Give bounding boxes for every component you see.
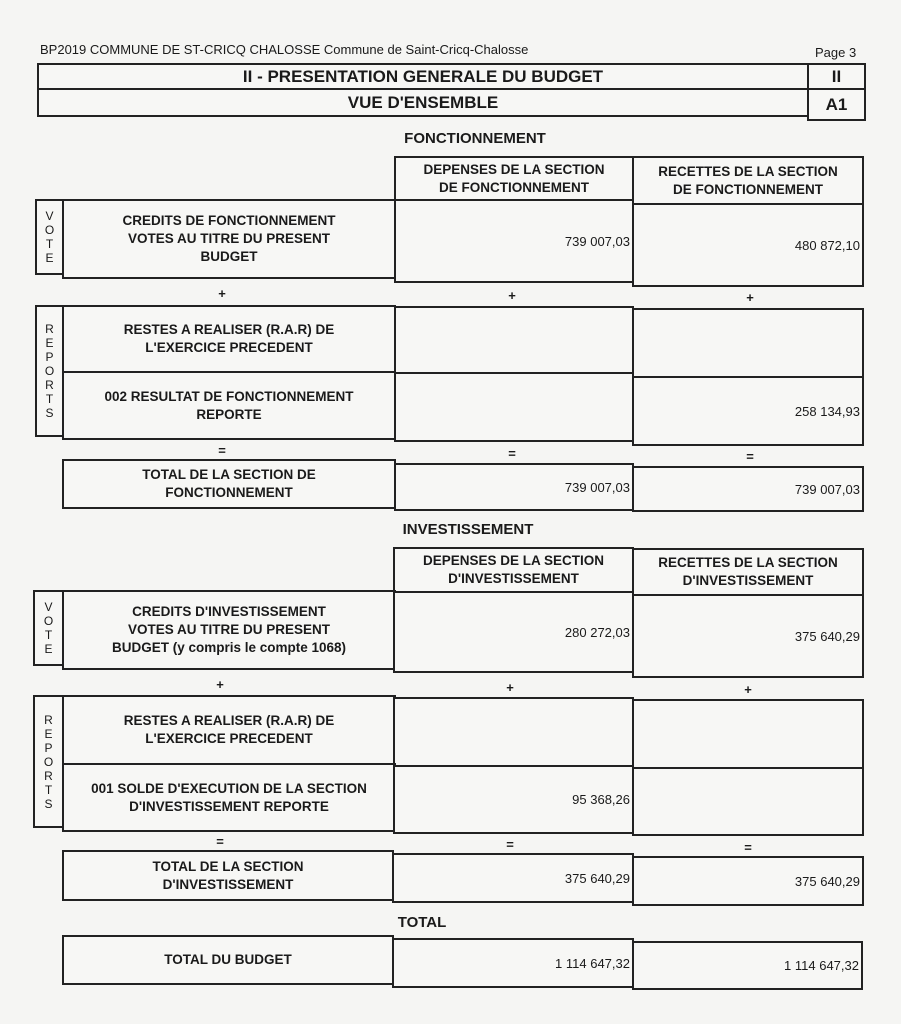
plus-sign: + xyxy=(216,677,224,692)
main-title-code: II xyxy=(807,63,866,90)
equals-sign: = xyxy=(216,834,224,849)
invest-total-depenses: 375 640,29 xyxy=(392,853,634,903)
fonct-total-recettes: 739 007,03 xyxy=(632,466,864,512)
reports-side-label-invest: R E P O R T S xyxy=(33,695,64,828)
equals-sign: = xyxy=(218,443,226,458)
total-budget-depenses: 1 114 647,32 xyxy=(392,938,634,988)
main-title: II - PRESENTATION GENERALE DU BUDGET xyxy=(37,63,809,90)
plus-sign: + xyxy=(508,288,516,303)
fonct-total-label: TOTAL DE LA SECTION DE FONCTIONNEMENT xyxy=(62,459,396,509)
fonct-credits-recettes: 480 872,10 xyxy=(632,203,864,287)
reports-side-label-fonct: R E P O R T S xyxy=(35,305,64,437)
invest-credits-depenses: 280 272,03 xyxy=(393,591,634,673)
plus-sign: + xyxy=(218,286,226,301)
fonct-col-recettes: RECETTES DE LA SECTION DE FONCTIONNEMENT xyxy=(632,156,864,205)
plus-sign: + xyxy=(506,680,514,695)
fonct-report-depenses xyxy=(394,372,634,442)
fonct-rar-label: RESTES A REALISER (R.A.R) DE L'EXERCICE PRECEDENT xyxy=(62,305,396,373)
fonctionnement-heading: FONCTIONNEMENT xyxy=(404,130,546,147)
total-heading: TOTAL xyxy=(397,914,447,931)
equals-sign: = xyxy=(744,840,752,855)
invest-report-label: 001 SOLDE D'EXECUTION DE LA SECTION D'INVESTISSEMENT REPORTE xyxy=(62,763,396,832)
invest-report-recettes xyxy=(632,767,864,836)
plus-sign: + xyxy=(746,290,754,305)
document-header: BP2019 COMMUNE DE ST-CRICQ CHALOSSE Commune de Saint-Cricq-Chalosse xyxy=(40,42,529,57)
equals-sign: = xyxy=(508,446,516,461)
equals-sign: = xyxy=(746,449,754,464)
fonct-credits-label: CREDITS DE FONCTIONNEMENT VOTES AU TITRE DU PRESENT BUDGET xyxy=(62,199,396,279)
total-budget-label: TOTAL DU BUDGET xyxy=(62,935,394,985)
invest-credits-label: CREDITS D'INVESTISSEMENT VOTES AU TITRE DU PRESENT BUDGET (y compris le compte 1068) xyxy=(62,590,396,670)
fonct-rar-depenses xyxy=(394,306,634,374)
fonct-col-depenses: DEPENSES DE LA SECTION DE FONCTIONNEMENT xyxy=(394,156,634,202)
investissement-heading: INVESTISSEMENT xyxy=(402,521,534,538)
page-number: Page 3 xyxy=(815,45,857,60)
vote-side-label-fonct: V O T E xyxy=(35,199,64,275)
fonct-total-depenses: 739 007,03 xyxy=(394,463,634,511)
invest-credits-recettes: 375 640,29 xyxy=(632,594,864,678)
equals-sign: = xyxy=(506,837,514,852)
invest-col-depenses: DEPENSES DE LA SECTION D'INVESTISSEMENT xyxy=(393,547,634,593)
fonct-report-label: 002 RESULTAT DE FONCTIONNEMENT REPORTE xyxy=(62,371,396,440)
invest-rar-recettes xyxy=(632,699,864,769)
subtitle-code: A1 xyxy=(807,88,866,121)
fonct-report-recettes: 258 134,93 xyxy=(632,376,864,446)
invest-total-recettes: 375 640,29 xyxy=(632,856,864,906)
invest-col-recettes: RECETTES DE LA SECTION D'INVESTISSEMENT xyxy=(632,548,864,596)
invest-rar-label: RESTES A REALISER (R.A.R) DE L'EXERCICE PRECEDENT xyxy=(62,695,396,765)
total-budget-recettes: 1 114 647,32 xyxy=(632,941,863,990)
fonct-rar-recettes xyxy=(632,308,864,378)
plus-sign: + xyxy=(744,682,752,697)
vote-side-label-invest: V O T E xyxy=(33,590,64,666)
fonct-credits-depenses: 739 007,03 xyxy=(394,199,634,283)
invest-total-label: TOTAL DE LA SECTION D'INVESTISSEMENT xyxy=(62,850,394,901)
invest-rar-depenses xyxy=(393,697,634,767)
subtitle: VUE D'ENSEMBLE xyxy=(37,88,809,117)
invest-report-depenses: 95 368,26 xyxy=(393,765,634,834)
